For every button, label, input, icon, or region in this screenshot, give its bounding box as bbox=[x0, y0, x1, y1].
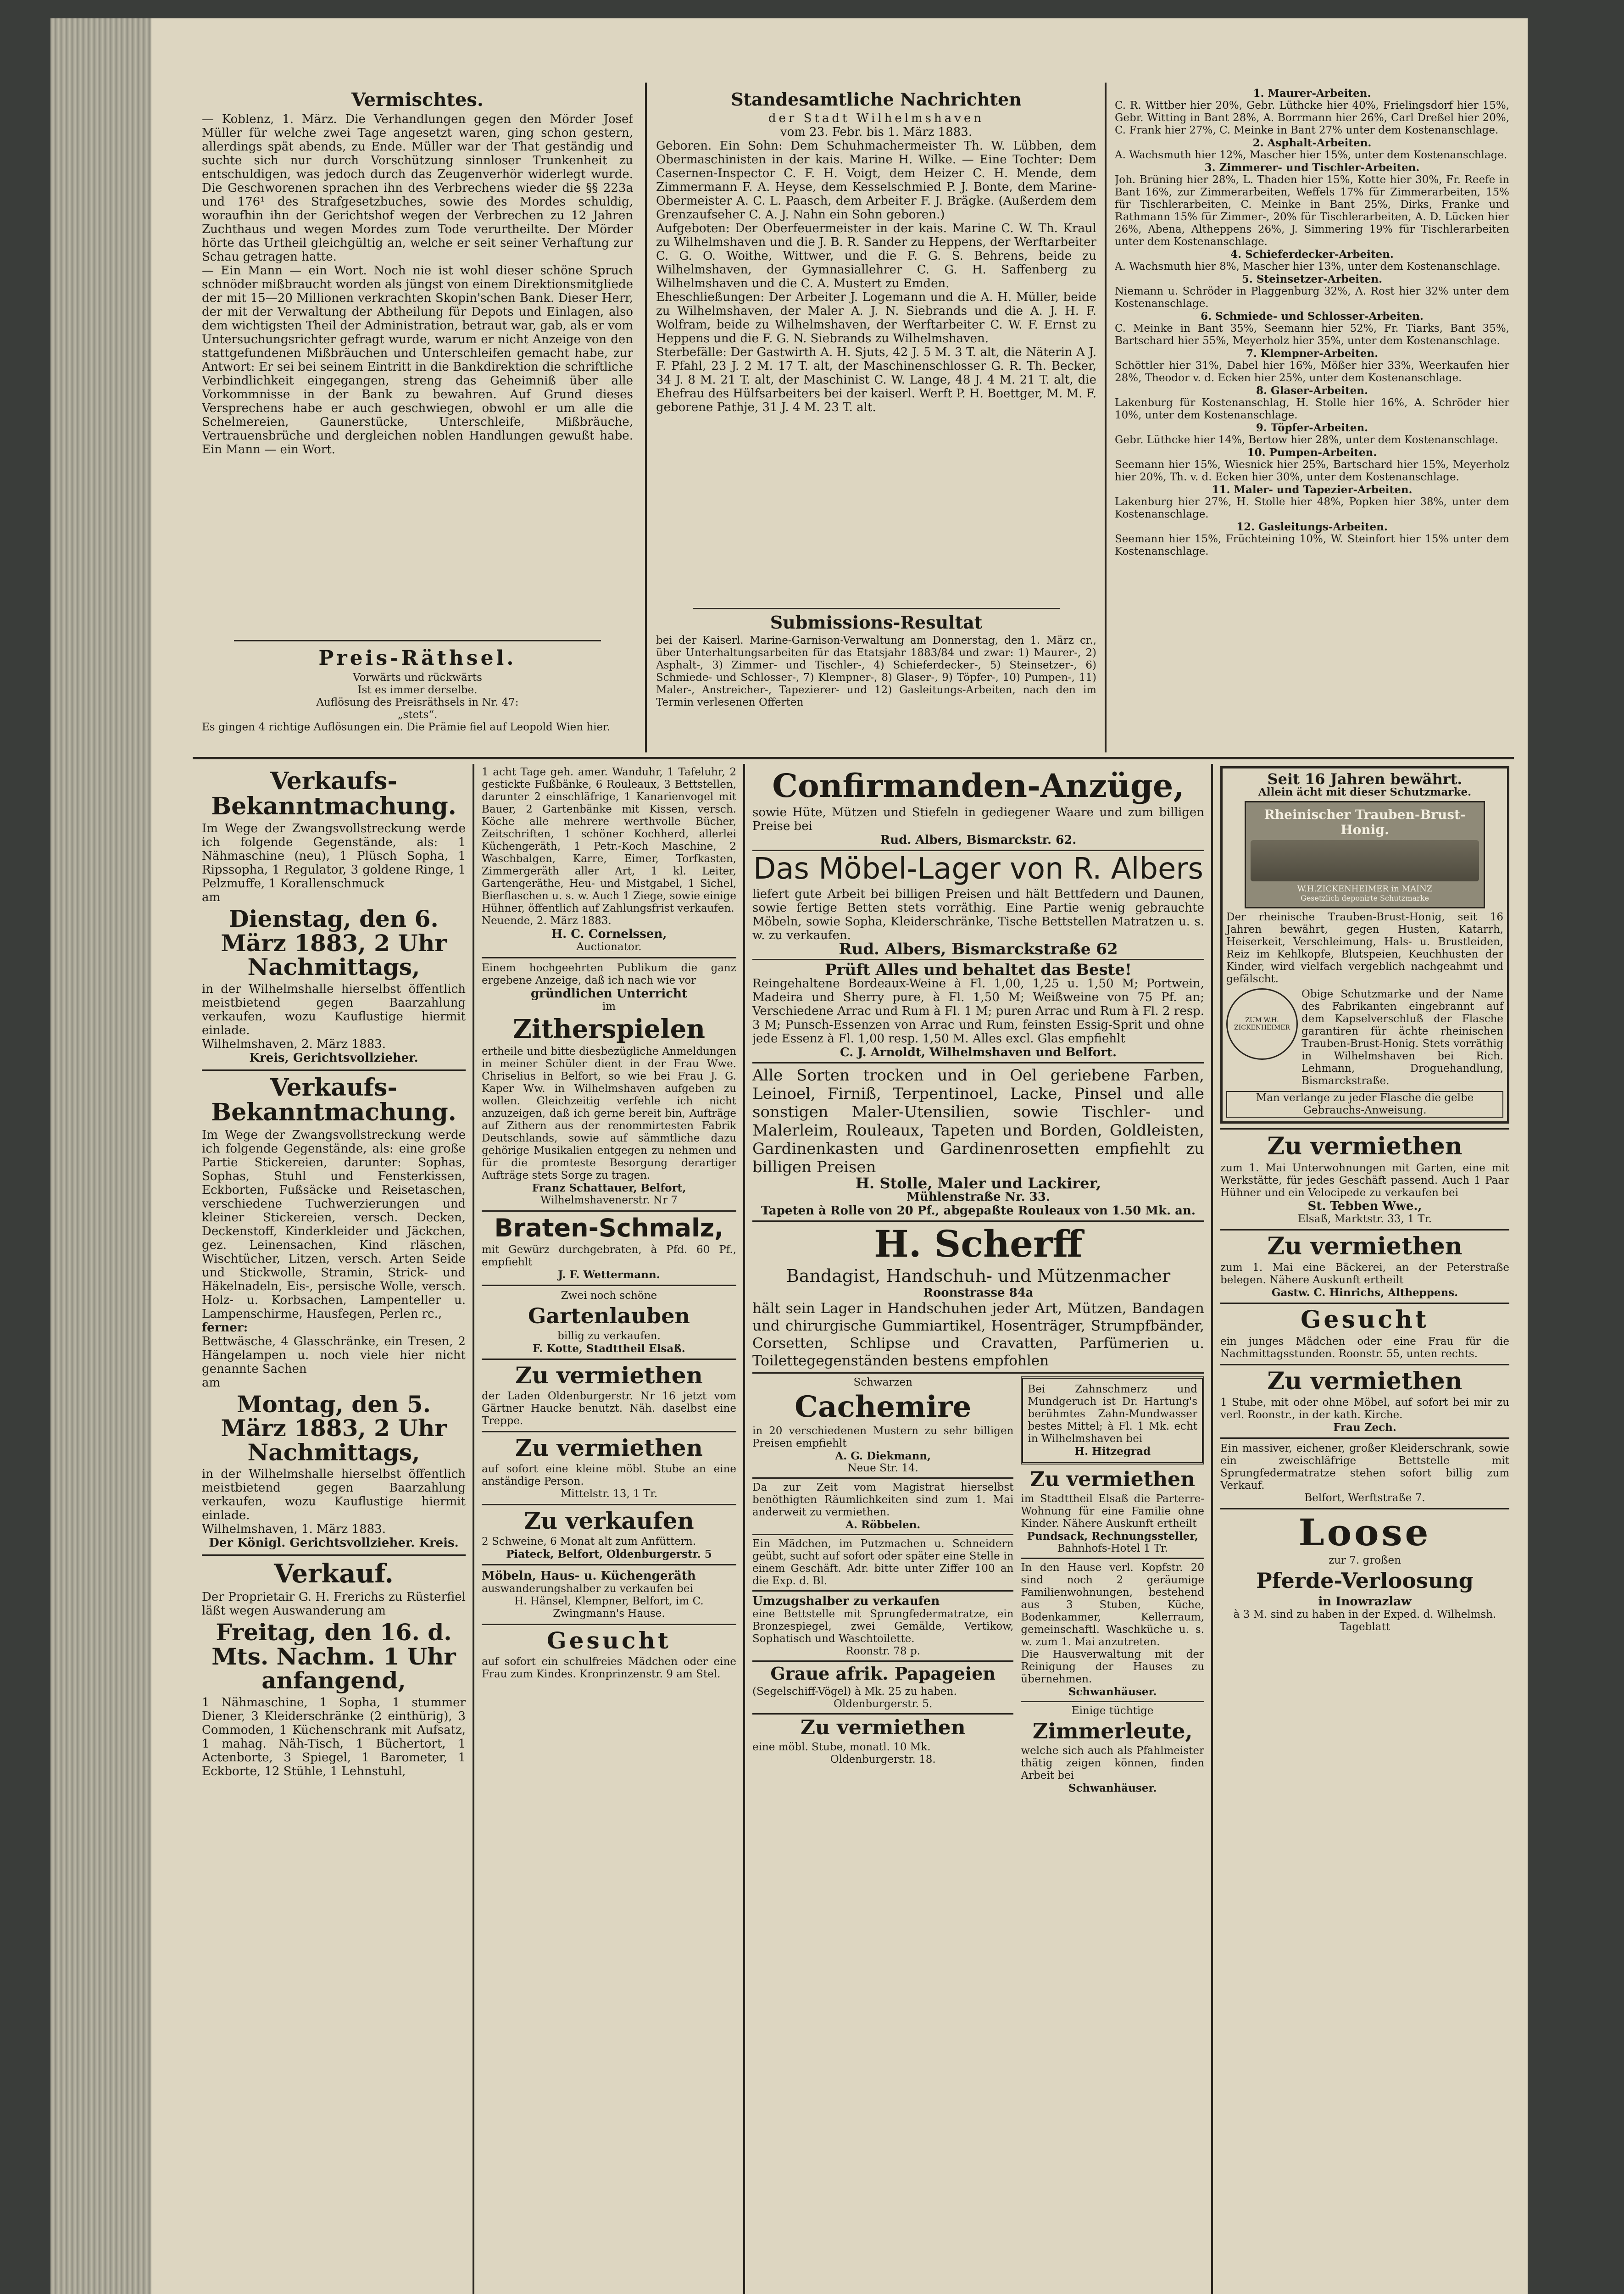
tender-heading: 3. Zimmerer- und Tischler-Arbeiten. bbox=[1204, 161, 1420, 174]
ad-text: ferner: bbox=[202, 1320, 248, 1335]
tender-heading: 2. Asphalt-Arbeiten. bbox=[1252, 137, 1372, 149]
ad-title: Zu vermiethen bbox=[1267, 1232, 1463, 1260]
ad-signature: Tapeten à Rolle von 20 Pf., abgepaßte Rouleaux von 1.50 Mk. an. bbox=[761, 1203, 1196, 1218]
ad-title: Zu vermiethen bbox=[1030, 1467, 1196, 1491]
page-stack-edge bbox=[50, 18, 151, 2294]
tender-text: Seemann hier 15%, Wiesnick hier 25%, Bartschard hier 15%, Meyerholz hier 20%, Th. v. d. Ecken hier 30%, unter dem Kostenanschlage. bbox=[1115, 459, 1509, 483]
ad-signature: Bahnhofs-Hotel 1 Tr. bbox=[1057, 1542, 1168, 1554]
ad-signature: Neuende, 2. März 1883. bbox=[482, 915, 612, 927]
ad-text: à 3 M. sind zu haben in der Exped. d. Wilhelmsh. Tageblatt bbox=[1233, 1608, 1496, 1633]
ad-date: Freitag, den 16. d. Mts. Nachm. 1 Uhr anfangend, bbox=[211, 1619, 456, 1694]
ad-signature: Piateck, Belfort, Oldenburgerstr. 5 bbox=[506, 1548, 712, 1561]
ad-signature: Kreis, Gerichtsvollzieher. bbox=[249, 1051, 418, 1065]
ad-title: Zimmerleute, bbox=[1032, 1718, 1193, 1743]
registry-births: Geboren. Ein Sohn: Dem Schuhmachermeister Th. W. Lübben, dem Obermaschinisten in der kais. Marine H. Wilke. — Eine Tochter: Dem Casernen-Inspector C. F. H. Voigt, dem Heizer C. H. Mende, dem Zimmermann F. A. Heyse, dem Kesselschmied P. J. Bonte, dem Marine-Obermeister A. C. L. Paasch, dem Arbeiter F. J. Brägke. (Außerdem dem Grenzaufseher C. A. J. Nahn ein Sohn geboren.) bbox=[656, 139, 1096, 222]
ad-signature: Schwanhäuser. bbox=[1068, 1782, 1157, 1795]
toothache-ad-frame bbox=[1021, 1376, 1204, 1464]
ad-text: am bbox=[202, 891, 221, 905]
ad-signature: F. Kotte, Stadttheil Elsaß. bbox=[533, 1342, 685, 1355]
ad-text: ertheile und bitte diesbezügliche Anmeldungen in meiner Schüler dient in der Frau Wwe. Chriselius in Belfort, so wie bei Frau J. G. Kaper Ww. in Wilhelmshaven aufgeben zu wollen. Gleichzeitig verfehle ich nicht anzuzeigen, daß ich gerne bereit bin, Aufträge auf Zithern aus der renommirtesten Fabrik Deutschlands, sowie auf sämmtliche dazu gehörige Musikalien entgegen zu nehmen und für die promteste Besorgung derartiger Aufträge stets Sorge zu tragen. bbox=[482, 1045, 736, 1181]
ad-signature: Franz Schattauer, Belfort, bbox=[532, 1181, 686, 1194]
ad-title: Pferde-Verloosung bbox=[1256, 1568, 1474, 1593]
puzzle-line: Ist es immer derselbe. bbox=[357, 684, 478, 696]
ad-text: 2 Schweine, 6 Monat alt zum Anfüttern. bbox=[482, 1536, 696, 1548]
puzzle-title: Preis-Räthsel. bbox=[318, 646, 517, 670]
ad-title: Zu vermiethen bbox=[1267, 1132, 1463, 1160]
ad-text: Bei Zahnschmerz und Mundgeruch ist Dr. Hartung's berühmtes Zahn-Mundwasser bestes Mittel; à Fl. 1 Mk. echt in Wilhelmshaven bei bbox=[1028, 1383, 1197, 1445]
submission-list bbox=[1115, 87, 1509, 752]
ad-text: Im Wege der Zwangsvollstreckung werde ich folgende Gegenstände, als: eine große Partie Stickereien, darunter: Sophas, Sophas, Stuhl und Fensterkissen, Eckborten, Fußsäcke und Reisetaschen, verschiedene Tuchwerzierungen und kleiner Stickereien, versch. Decken, Deckenstoff, Kinderkleider und Jäckchen, gez. Leinensachen, Kind rläschen, Wischtücher, Litzen, versch. Arten Seide und Stickwolle, Stramin, Strick- und Häkelnadeln, Eis-, persische Wolle, versch. Holz- u. Korbsachen, Lampenteller u. Lampenschirme, Hausfegen, Perlen rc., bbox=[202, 1128, 466, 1321]
tender-text: Lakenburg für Kostenanschlag, H. Stolle hier 16%, A. Schröder hier 10%, unter dem Kostenanschlage. bbox=[1115, 397, 1509, 421]
tender-heading: 5. Steinsetzer-Arbeiten. bbox=[1241, 273, 1383, 285]
ad-signature: Wilhelmshaven, 1. März 1883. bbox=[202, 1522, 386, 1537]
column-rule bbox=[1105, 83, 1107, 752]
puzzle-line: Auflösung des Preisräthsels in Nr. 47: bbox=[316, 696, 519, 708]
ad-text: im Stadttheil Elsaß die Parterre-Wohnung für eine Familie ohne Kinder. Nähere Auskunft ertheilt bbox=[1021, 1492, 1204, 1530]
tender-text: Joh. Brüning hier 28%, L. Thaden hier 15%, Kotte hier 30%, Fr. Reefe in Bant 16%, zur Zimmerarbeiten, Weffels 17% für Zimmerarbeiten, 15% für Tischlerarbeiten, C. Meinke in Bant 25%, Dirks, Franke und Rathmann 15% für Zimmer-, 20% für Tischlerarbeiten, A. D. Lücken hier 26%, Abena, Altheppens 26%, J. Simmering 19% für Tischlerarbeiten unter dem Kostenanschlage. bbox=[1115, 174, 1509, 248]
trademark-stamp: ZUM W.H. ZICKENHEIMER bbox=[1226, 988, 1298, 1060]
tender-heading: 1. Maurer-Arbeiten. bbox=[1253, 87, 1371, 100]
tender-text: Niemann u. Schröder in Plaggenburg 32%, A. Rost hier 32% unter dem Kostenanschlage. bbox=[1115, 285, 1509, 310]
ad-date: Montag, den 5. März 1883, 2 Uhr Nachmittags, bbox=[221, 1390, 447, 1466]
ad-text: 1 Nähmaschine, 1 Sopha, 1 stummer Diener, 3 Kleiderschränke (2 einthürig), 3 Commoden, 1 Küchenschrank mit Aufsatz, 1 mahag. Näh-Tisch, 1 Büchertort, 1 Actenborte, 3 Spiegel, 1 Barometer, 1 Eckborte, 12 Stühle, 1 Lehnstuhl, bbox=[202, 1695, 466, 1778]
ad-text: (Segelschiff-Vögel) à Mk. 25 zu haben. bbox=[752, 1685, 957, 1698]
ad-text: am bbox=[202, 1375, 221, 1390]
civil-registry-column bbox=[656, 87, 1096, 638]
ad-signature: J. F. Wettermann. bbox=[558, 1269, 660, 1281]
tender-heading: 10. Pumpen-Arbeiten. bbox=[1247, 446, 1377, 459]
registry-deaths: Sterbefälle: Der Gastwirth A. H. Sjuts, 42 J. 5 M. 3 T. alt, die Näterin A J. F. Pfahl, 23 J. 2 M. 17 T. alt, der Maschinenschlosser G. R. Th. Becker, 34 J. 8 M. 21 T. alt, der Maschinist C. W. Lange, 48 J. 4 M. 21 T. alt, die Ehefrau des Hülfsarbeiters bei der kaiserl. Werft P. H. Boettger, M. M. F. geborene Pathje, 31 J. 4 M. 23 T. alt. bbox=[656, 345, 1096, 414]
ad-signature: Roonstr. 78 p. bbox=[845, 1645, 920, 1657]
section-title: Submissions-Resultat bbox=[770, 612, 983, 633]
ad-text: zum 1. Mai Unterwohnungen mit Garten, eine mit Werkstätte, für jedes Geschäft passend. Auch 1 Paar Hühner und ein Velocipede zu verkaufen bei bbox=[1220, 1162, 1509, 1199]
ad-title: Zu vermiethen bbox=[515, 1361, 703, 1389]
ad-signature: A. Röbbelen. bbox=[845, 1518, 921, 1531]
ad-signature: Rud. Albers, Bismarckstr. 62. bbox=[880, 833, 1077, 847]
ad-text: Im Wege der Zwangsvollstreckung werde ich folgende Gegenstände, als: 1 Nähmaschine (neu), 1 Plüsch Sopha, 1 Ripssopha, 1 Regulator, 3 goldene Ringe, 1 Pelzmuffe, 1 Korallenschmuck bbox=[202, 822, 466, 891]
ad-date: Dienstag, den 6. März 1883, 2 Uhr Nachmittags, bbox=[221, 905, 447, 981]
ad-signature: Oldenburgerstr. 5. bbox=[834, 1698, 933, 1710]
ad-signature: Mittelstr. 13, 1 Tr. bbox=[560, 1487, 658, 1500]
prize-puzzle bbox=[202, 645, 633, 759]
ad-text: auswanderungshalber zu verkaufen bei bbox=[482, 1583, 693, 1595]
ad-text: im bbox=[602, 1001, 616, 1013]
ad-signature: Mühlenstraße Nr. 33. bbox=[907, 1190, 1050, 1204]
ad-title: Prüft Alles und behaltet das Beste! bbox=[825, 960, 1132, 979]
ad-signature: Gastw. C. Hinrichs, Altheppens. bbox=[1271, 1286, 1458, 1299]
column-rule bbox=[1211, 764, 1213, 2294]
submission-text: bei der Kaiserl. Marine-Garnison-Verwaltung am Donnerstag, den 1. März cr., über Unterhaltungsarbeiten für das Etatsjahr 1883/84 und zwar: 1) Maurer-, 2) Asphalt-, 3) Zimmer- und Tischler-, 4) Schieferdecker-, 5) Steinsetzer-, 6) Schmiede- und Schlosser-, 7) Klempner-, 8) Glaser-, 9) Töpfer-, 10) Pumpen-, 11) Maler-, Anstreicher-, Tapezierer- und 12) Gasleitungs-Arbeiten, nach den im Termin verlesenen Offerten bbox=[656, 635, 1096, 708]
registry-marriages: Eheschließungen: Der Arbeiter J. Logemann und die A. H. Müller, beide zu Wilhelmshaven, der Maler A. J. N. Siebrands und die A. J. H. F. Wolfram, beide zu Wilhelmshaven, der Werftarbeiter C. W. F. Ernst zu Heppens und die F. G. N. Siebrands zu Wilhelmshaven. bbox=[656, 290, 1096, 345]
newspaper-page bbox=[50, 18, 1528, 2294]
ad-text: auf sofort eine kleine möbl. Stube an eine anständige Person. bbox=[482, 1463, 736, 1487]
ad-text: Obige Schutzmarke und der Name des Fabrikanten eingebrannt auf dem Kapselverschluß der Flasche garantiren für ächte rheinischen Trauben-Brust-Honig. Stets vorräthig in Wilhelmshaven bei Rich. Lehmann, Droguehandlung, Bismarckstraße. bbox=[1301, 988, 1503, 1087]
ad-text: Reingehaltene Bordeaux-Weine à Fl. 1,00, 1,25 u. 1,50 M; Portwein, Madeira und Sherry pure, à Fl. 1,50 M; Weißweine von 75 Pf. an; Verschiedene Arrac und Rum à Fl. 1 M; puren Arrac und Rum à Fl. 2 resp. 3 M; Punsch-Essenzen von Arrac und Rum, feinsten Essig-Sprit und ohne jede Essenz à Fl. 1,00 resp. 1,50 M. Alles excl. Glas empfiehlt bbox=[752, 976, 1204, 1046]
ad-title: Seit 16 Jahren bewährt. bbox=[1267, 770, 1463, 788]
ad-text: gründlichen Unterricht bbox=[531, 987, 687, 1001]
submission-results bbox=[656, 610, 1096, 757]
ad-signature: H. Stolle, Maler und Lackirer, bbox=[855, 1174, 1101, 1192]
ads-column-4 bbox=[1220, 766, 1509, 2294]
ad-note: Man verlange zu jeder Flasche die gelbe Gebrauchs-Anweisung. bbox=[1226, 1091, 1503, 1118]
ad-signature: C. J. Arnoldt, Wilhelmshaven und Belfort. bbox=[840, 1045, 1117, 1059]
article-text: — Koblenz, 1. März. Die Verhandlungen gegen den Mörder Josef Müller für welche zwei Tage angesetzt waren, ging schon gestern, allerdings spät abends, zu Ende. Müller war der That geständig und suchte sich nur durch Vorschützung sinnloser Trunkenheit zu entschuldigen, was jedoch durch das Zeugenverhör widerlegt wurde. Die Geschworenen sprachen ihn des Verbrechens wieder die §§ 223a und 176¹ des Strafgesetzbuches, sowie des Mordes schuldig, woraufhin ihn der Gerichtshof wegen der Verbrechen zu 12 Jahren Zuchthaus und wegen Mordes zum Tode verurtheilte. Der Mörder hörte das Urtheil gleichgültig an, welche er seit seiner Verhaftung zur Schau getragen hatte. bbox=[202, 112, 633, 264]
ad-text: 1 Stube, mit oder ohne Möbel, auf sofort bei mir zu verl. Roonstr., in der kath. Kirche. bbox=[1220, 1397, 1509, 1421]
ad-address: Roonstrasse 84a bbox=[923, 1286, 1034, 1300]
ad-title: Verkaufs-Bekanntmachung. bbox=[211, 1073, 456, 1127]
ad-text: in der Wilhelmshalle hierselbst öffentlich meistbietend gegen Baarzahlung verkaufen, wozu Kauflustige hiermit einlade. bbox=[202, 1467, 466, 1523]
puzzle-line: Vorwärts und rückwärts bbox=[353, 672, 482, 684]
vineyard-image bbox=[1251, 840, 1479, 881]
divider bbox=[234, 640, 601, 641]
honey-label bbox=[1245, 801, 1485, 908]
ad-signature: Frau Zech. bbox=[1333, 1421, 1396, 1434]
registry-banns: Aufgeboten: Der Oberfeuermeister in der kais. Marine C. W. Th. Kraul zu Wilhelmshaven und die J. B. R. Sander zu Heppens, der Werftarbeiter C. G. O. Woithe, Wittwer, und die F. G. S. Behrens, beide zu Wilhelmshaven, der Gymnasiallehrer C. G. H. Saffenberg zu Wilhelmshaven und die C. A. Mustert zu Emden. bbox=[656, 222, 1096, 290]
ad-signature: Oldenburgerstr. 18. bbox=[830, 1753, 936, 1765]
ad-text: 1 acht Tage geh. amer. Wanduhr, 1 Tafeluhr, 2 gestickte Fußbänke, 6 Rouleaux, 3 Bettstellen, darunter 2 einschläfrige, 1 Kanarienvogel mit Bauer, 2 Gartenbänke mit Kissen, versch. Köche alle mehrere werthvolle Bücher, Zeitschriften, 1 schöner Kochherd, allerlei Küchengeräth, 1 Petr.-Koch Maschine, 2 Waschbalgen, Karre, Eimer, Torfkasten, Zimmergeräth aller Art, 1 kl. Leiter, Gartengeräthe, Heu- und Mistgabel, 1 Sichel, Bierflaschen u. s. w. Auch 1 Ziege, sowie einige Hühner, öffentlich auf Zahlungsfrist verkaufen. bbox=[482, 766, 736, 914]
subtitle: vom 23. Febr. bis 1. März 1883. bbox=[780, 125, 973, 139]
ad-text: billig zu verkaufen. bbox=[557, 1330, 661, 1342]
tender-text: Seemann hier 15%, Früchteining 10%, W. Steinfort hier 15% unter dem Kostenanschlage. bbox=[1115, 533, 1509, 557]
ad-title: Verkaufs-Bekanntmachung. bbox=[211, 767, 456, 820]
ad-text: zur 7. großen bbox=[1329, 1554, 1401, 1567]
ad-title: Loose bbox=[1298, 1511, 1431, 1554]
ad-signature: H. Hitzegrad bbox=[1074, 1445, 1151, 1458]
ad-title: Graue afrik. Papageien bbox=[770, 1663, 996, 1684]
tender-text: A. Wachsmuth hier 8%, Mascher hier 13%, unter dem Kostenanschlage. bbox=[1115, 261, 1501, 273]
label-text: Rheinischer Trauben-Brust-Honig. bbox=[1264, 807, 1466, 837]
ad-signature: Rud. Albers, Bismarckstraße 62 bbox=[839, 940, 1118, 958]
subtitle: der Stadt Wilhelmshaven bbox=[768, 111, 984, 125]
ad-title: H. Scherff bbox=[874, 1222, 1083, 1265]
section-rule bbox=[193, 757, 1514, 759]
tender-text: A. Wachsmuth hier 12%, Mascher hier 15%, unter dem Kostenanschlage. bbox=[1115, 149, 1507, 161]
ad-title: Braten-Schmalz, bbox=[494, 1213, 724, 1242]
ad-title: Zu vermiethen bbox=[515, 1434, 703, 1462]
ad-signature: Wilhelmshaven, 2. März 1883. bbox=[202, 1037, 386, 1051]
ad-text: mit Gewürz durchgebraten, à Pfd. 60 Pf., empfiehlt bbox=[482, 1244, 736, 1269]
ad-text: Schwarzen bbox=[853, 1376, 912, 1388]
ad-title: Umzugshalber zu verkaufen bbox=[752, 1594, 940, 1608]
ad-title: Confirmanden-Anzüge, bbox=[772, 767, 1185, 805]
ad-text: in Inowrazlaw bbox=[1318, 1594, 1412, 1609]
ads-column-3 bbox=[752, 766, 1204, 2294]
ad-signature: A. G. Diekmann, bbox=[835, 1449, 931, 1462]
ad-text: Der rheinische Trauben-Brust-Honig, seit 16 Jahren bewährt, gegen Husten, Katarrh, Heiserkeit, Verschleimung, Hals- u. Brustleiden, Reiz im Kehlkopfe, Blutspeien, Keuchhusten der Kinder, wird vielfach vergeblich nachgeahmt und gefälscht. bbox=[1226, 911, 1503, 985]
ad-text: hält sein Lager in Handschuhen jeder Art, Mützen, Bandagen und chirurgische Gummiartikel, Hosenträger, Strumpfbänder, Corsetten, Schlipse und Cravatten, Parfümerien u. Toilettegegenständen bestens empfohlen bbox=[752, 1300, 1204, 1369]
ad-text: in der Wilhelmshalle hierselbst öffentlich meistbietend gegen Baarzahlung verkaufen, wozu Kauflustige hiermit einlade. bbox=[202, 982, 466, 1037]
tender-heading: 12. Gasleitungs-Arbeiten. bbox=[1236, 521, 1388, 533]
label-text: Gesetzlich deponirte Schutzmarke bbox=[1301, 894, 1429, 902]
ad-text: Die Hausverwaltung mit der Reinigung der Hauses zu übernehmen. bbox=[1021, 1648, 1204, 1685]
tender-heading: 4. Schieferdecker-Arbeiten. bbox=[1230, 248, 1394, 261]
ad-text: eine Bettstelle mit Sprungfedermatratze, ein Bronzespiegel, zwei Gemälde, Vertikow, Sophatisch und Waschtoilette. bbox=[752, 1608, 1014, 1645]
ad-text: Einige tüchtige bbox=[1071, 1704, 1154, 1717]
ad-title: Gartenlauben bbox=[528, 1303, 690, 1329]
column-rule bbox=[743, 764, 745, 2294]
ad-signature: H. C. Cornelssen, bbox=[551, 927, 667, 941]
ad-text: ein junges Mädchen oder eine Frau für die Nachmittagsstunden. Roonstr. 55, unten rechts. bbox=[1220, 1335, 1509, 1360]
ad-text: Der Proprietair G. H. Frerichs zu Rüsterfiel läßt wegen Auswanderung am bbox=[202, 1590, 466, 1618]
article-text: — Ein Mann — ein Wort. Noch nie ist wohl dieser schöne Spruch schnöder mißbraucht worden als jüngst von einem Direktionsmitgliede der mit 15—20 Millionen verkrachten Skopin'schen Bank. Dieser Herr, der mit der Verwaltung der Abtheilung für Depots und Einlagen, also dem wichtigsten Theil der Administration, betraut war, gab, als er vom Untersuchungsrichter gefragt wurde, warum er nicht Anzeige von den stattgefundenen Mißbräuchen und Unterschleifen gemacht habe, zur Antwort: Er sei bei seinem Eintritt in die Bankdirektion die schriftliche Verbindlichkeit eingegangen, streng das Geheimniß über alle Vorkommnisse in der Bank zu bewahren. Auf Grund dieses Versprechens habe er auch geschwiegen, obwohl er um alle die Schelmereien, Gaunerstücke, Unterschleife, Mißbräuche, Vertrauensbrüche und dergleichen noblen Handlungen gewußt habe. Ein Mann — ein Wort. bbox=[202, 264, 633, 457]
column-rule bbox=[645, 83, 647, 752]
tender-heading: 8. Glaser-Arbeiten. bbox=[1256, 384, 1368, 397]
ad-text: Einem hochgeehrten Publikum die ganz ergebene Anzeige, daß ich nach wie vor bbox=[482, 962, 736, 986]
ad-text: liefert gute Arbeit bei billigen Preisen und hält Bettfedern und Daunen, sowie fertige Betten stets vorräthig. Eine Partie wenig gebrauchte Möbeln, sowie Sopha, Kleiderschränke, Tische Bettstellen Matratzen u. s. w. zu verkaufen. bbox=[752, 887, 1204, 942]
ads-column-1 bbox=[202, 766, 466, 2294]
tender-heading: 9. Töpfer-Arbeiten. bbox=[1256, 422, 1368, 434]
ad-subtitle: Allein ächt mit dieser Schutzmarke. bbox=[1258, 786, 1472, 798]
ad-title: Cachemire bbox=[795, 1389, 972, 1424]
ad-text: eine möbl. Stube, monatl. 10 Mk. bbox=[752, 1741, 931, 1753]
ads-column-2 bbox=[482, 766, 736, 2294]
section-title: Vermischtes. bbox=[351, 89, 484, 111]
ad-title: Gesucht bbox=[547, 1627, 671, 1654]
ad-text: Alle Sorten trocken und in Oel geriebene Farben, Leinoel, Firniß, Terpentinoel, Lacke, Pinsel und alle sonstigen Maler-Utensilien, sowie Tischler- und Malerleim, Rouleaux, Tapeten und Borden, Goldleisten, Gardinenkasten und Gardinenrosetten empfiehlt zu billigen Preisen bbox=[752, 1066, 1204, 1176]
ad-signature: St. Tebben Wwe., bbox=[1307, 1199, 1422, 1213]
tender-heading: 11. Maler- und Tapezier-Arbeiten. bbox=[1212, 484, 1413, 496]
miscellany-column bbox=[202, 87, 633, 638]
puzzle-line: Es gingen 4 richtige Auflösungen ein. Die Prämie fiel auf Leopold Wien hier. bbox=[202, 721, 610, 733]
ad-title: Gesucht bbox=[1300, 1306, 1429, 1334]
ad-text: sowie Hüte, Mützen und Stiefeln in gediegener Waare und zum billigen Preise bei bbox=[752, 805, 1204, 833]
tender-text: C. Meinke in Bant 35%, Seemann hier 52%, Fr. Tiarks, Bant 35%, Bartschard hier 55%, Meyerholz hier 35%, unter dem Kostenanschlage. bbox=[1115, 323, 1509, 347]
ad-text: welche sich auch als Pfahlmeister thätig zeigen können, finden Arbeit bei bbox=[1021, 1745, 1204, 1782]
ad-signature: Auctionator. bbox=[576, 941, 642, 953]
tender-text: Schöttler hier 31%, Dabel hier 16%, Mößer hier 33%, Weerkaufen hier 28%, Theodor v. d. Ecken hier 25%, unter dem Kostenanschlage. bbox=[1115, 360, 1509, 384]
ad-signature: Wilhelmshavenerstr. Nr 7 bbox=[540, 1194, 678, 1206]
ad-title: Möbeln, Haus- u. Küchengeräth bbox=[482, 1569, 696, 1583]
tender-heading: 7. Klempner-Arbeiten. bbox=[1246, 347, 1379, 360]
section-title: Standesamtliche Nachrichten bbox=[731, 89, 1022, 110]
ad-title: Zu vermiethen bbox=[1267, 1367, 1463, 1395]
column-rule bbox=[473, 764, 474, 2294]
tender-text: Lakenburg hier 27%, H. Stolle hier 48%, Popken hier 38%, unter dem Kostenanschlage. bbox=[1115, 496, 1509, 520]
ad-subtitle: Bandagist, Handschuh- und Mützenmacher bbox=[786, 1265, 1171, 1286]
ad-text: Ein massiver, eichener, großer Kleiderschrank, sowie ein zweischläfrige Bettstelle mit Sprungfedermatratze stehen sofort billig zum Verkauf. bbox=[1220, 1442, 1509, 1492]
ad-signature: Belfort, Werftstraße 7. bbox=[1304, 1492, 1425, 1504]
ad-signature: Pundsack, Rechnungssteller, bbox=[1027, 1530, 1198, 1542]
ad-title: Zitherspielen bbox=[512, 1014, 706, 1044]
puzzle-line: „stets“. bbox=[397, 709, 438, 721]
ad-signature: Neue Str. 14. bbox=[847, 1462, 918, 1474]
tender-text: Gebr. Lüthcke hier 14%, Bertow hier 28%, unter dem Kostenanschlage. bbox=[1115, 434, 1498, 446]
label-text: W.H.ZICKENHEIMER in MAINZ bbox=[1297, 884, 1433, 894]
tender-text: C. R. Wittber hier 20%, Gebr. Lüthcke hier 40%, Frielingsdorf hier 15%, Gebr. Witting in Bant 28%, A. Borrmann hier 26%, Carl Dreßel hier 20%, C. Frank hier 27%, C. Meinke in Bant 27% unter dem Kostenanschlage. bbox=[1115, 100, 1509, 136]
ad-title: Zu verkaufen bbox=[524, 1507, 694, 1534]
ad-text: In den Hause verl. Kopfstr. 20 sind noch 2 geräumige Familienwohnungen, bestehend aus 3 Stuben, Küche, Bodenkammer, Kellerraum, gemeinschaftl. Waschküche u. s. w. zum 1. Mai anzutreten. bbox=[1021, 1561, 1204, 1648]
ad-text: der Laden Oldenburgerstr. Nr 16 jetzt vom Gärtner Haucke benutzt. Näh. daselbst eine Treppe. bbox=[482, 1390, 736, 1427]
ad-text: Zwei noch schöne bbox=[561, 1290, 657, 1302]
ad-text: Ein Mädchen, im Putzmachen u. Schneidern geübt, sucht auf sofort oder später eine Stelle in einem Geschäft. Adr. bitte unter Ziffer 100 an die Exp. d. Bl. bbox=[752, 1537, 1014, 1587]
ad-text: in 20 verschiedenen Mustern zu sehr billigen Preisen empfiehlt bbox=[752, 1425, 1014, 1449]
ad-text: Bettwäsche, 4 Glasschränke, ein Tresen, 2 Hängelampen u. noch viele hier nicht genannte Sachen bbox=[202, 1334, 466, 1376]
ad-signature: H. Hänsel, Klempner, Belfort, im C. Zwingmann's Hause. bbox=[514, 1595, 704, 1620]
ad-text: zum 1. Mai eine Bäckerei, an der Peterstraße belegen. Nähere Auskunft ertheilt bbox=[1220, 1262, 1509, 1286]
ad-text: Da zur Zeit vom Magistrat hierselbst benöthigten Räumlichkeiten sind zum 1. Mai anderweit zu vermiethen. bbox=[752, 1481, 1014, 1518]
tender-list bbox=[1115, 87, 1509, 558]
ad-text: auf sofort ein schulfreies Mädchen oder eine Frau zum Kindes. Kronprinzenstr. 9 am Stel. bbox=[482, 1655, 736, 1680]
tender-heading: 6. Schmiede- und Schlosser-Arbeiten. bbox=[1201, 310, 1424, 323]
ad-title: Das Möbel-Lager von R. Albers bbox=[753, 852, 1203, 886]
ad-signature: Elsaß, Marktstr. 33, 1 Tr. bbox=[1297, 1213, 1432, 1225]
honey-ad-frame bbox=[1220, 766, 1509, 1124]
ad-title: Verkauf. bbox=[274, 1559, 394, 1589]
divider bbox=[693, 608, 1060, 609]
ad-signature: Schwanhäuser. bbox=[1068, 1685, 1157, 1698]
ad-title: Zu vermiethen bbox=[800, 1715, 966, 1739]
ad-signature: Der Königl. Gerichtsvollzieher. Kreis. bbox=[209, 1536, 459, 1550]
